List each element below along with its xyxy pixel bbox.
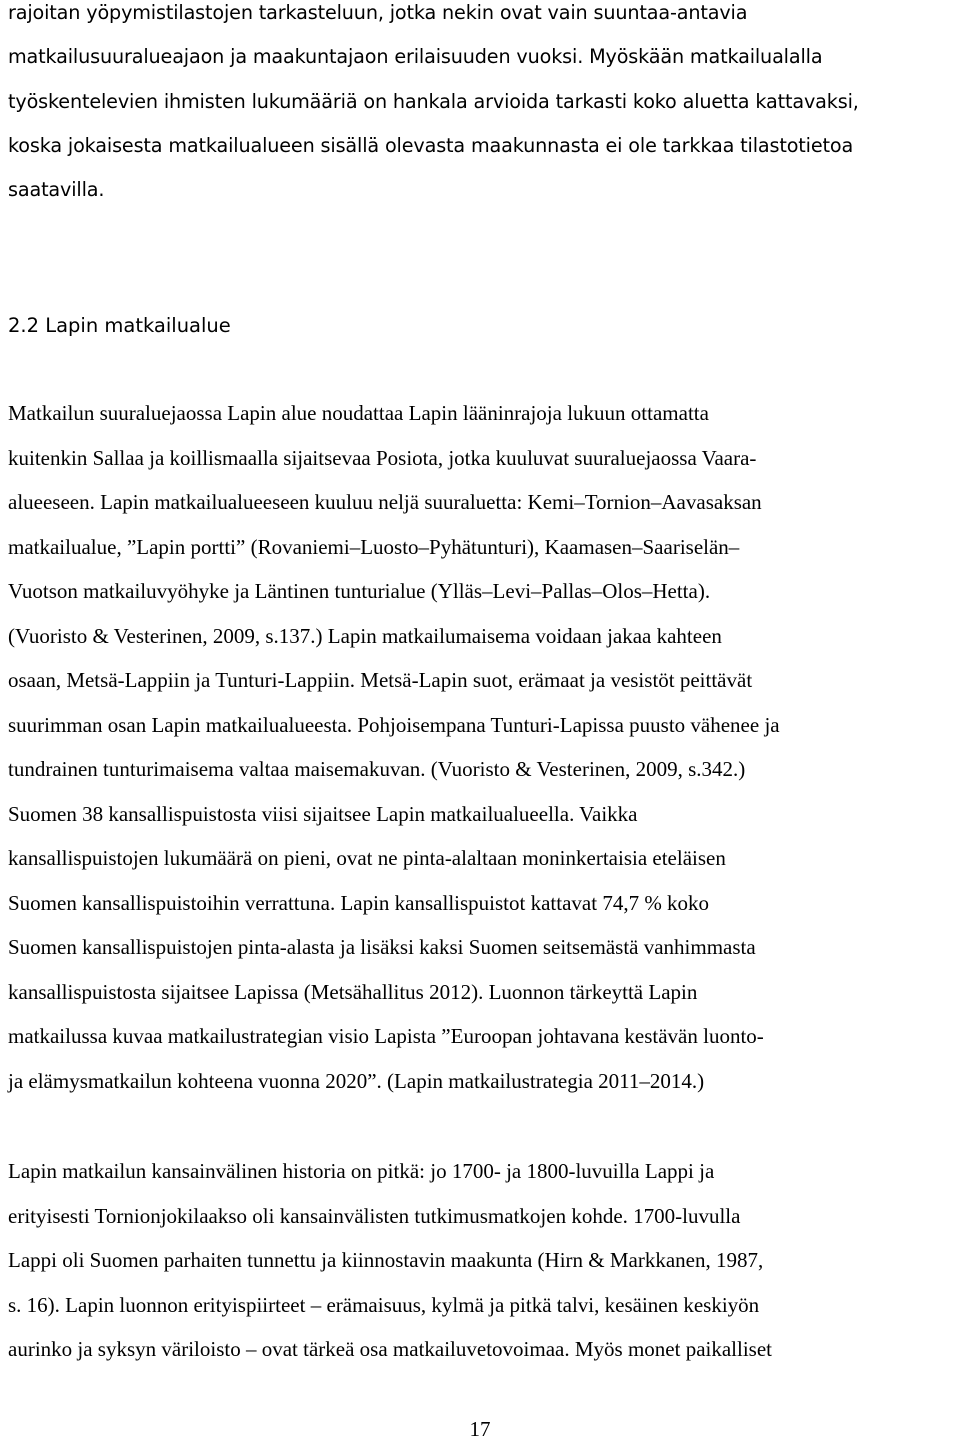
paragraph1-line-10: Suomen 38 kansallispuistosta viisi sijaitsee Lapin matkailualueella. Vaikka <box>8 802 638 826</box>
paragraph2-line-2: erityisesti Tornionjokilaakso oli kansainvälisten tutkimusmatkojen kohde. 1700-luvulla <box>8 1204 741 1228</box>
continuation-line-1: rajoitan yöpymistilastojen tarkasteluun, jotka nekin ovat vain suuntaa-antavia <box>8 1 748 24</box>
paragraph2-line-1: Lapin matkailun kansainvälinen historia on pitkä: jo 1700- ja 1800-luvuilla Lappi ja <box>8 1159 715 1183</box>
paragraph1-line-9: tundrainen tunturimaisema valtaa maisemakuvan. (Vuoristo & Vesterinen, 2009, s.342.) <box>8 757 746 781</box>
paragraph1-line-16: ja elämysmatkailun kohteena vuonna 2020”. (Lapin matkailustrategia 2011–2014.) <box>8 1069 705 1093</box>
continuation-line-4: koska jokaisesta matkailualueen sisällä olevasta maakunnasta ei ole tarkkaa tilastotietoa <box>8 134 854 157</box>
paragraph1-line-12: Suomen kansallispuistoihin verrattuna. Lapin kansallispuistot kattavat 74,7 % koko <box>8 891 710 915</box>
paragraph1-line-11: kansallispuistojen lukumäärä on pieni, ovat ne pinta-alaltaan moninkertaisia eteläisen <box>8 846 726 870</box>
continuation-line-3: työskentelevien ihmisten lukumääriä on hankala arvioida tarkasti koko aluetta kattavaksi, <box>8 90 859 113</box>
section-heading: 2.2 Lapin matkailualue <box>8 314 231 337</box>
page-number: 17 <box>469 1417 491 1441</box>
paragraph1-line-13: Suomen kansallispuistojen pinta-alasta ja lisäksi kaksi Suomen seitsemästä vanhimmasta <box>8 935 756 959</box>
paragraph1-line-1: Matkailun suuraluejaossa Lapin alue noudattaa Lapin lääninrajoja lukuun ottamatta <box>8 401 709 425</box>
paragraph1-line-2: kuitenkin Sallaa ja koillismaalla sijaitsevaa Posiota, jotka kuuluvat suuraluejaossa Vaara- <box>8 446 757 470</box>
paragraph1-line-6: (Vuoristo & Vesterinen, 2009, s.137.) Lapin matkailumaisema voidaan jakaa kahteen <box>8 624 722 648</box>
paragraph1-line-15: matkailussa kuvaa matkailustrategian visio Lapista ”Euroopan johtavana kestävän luonto- <box>8 1024 764 1048</box>
paragraph1-line-5: Vuotson matkailuvyöhyke ja Läntinen tunturialue (Ylläs–Levi–Pallas–Olos–Hetta). <box>8 579 711 603</box>
paragraph1-line-8: suurimman osan Lapin matkailualueesta. Pohjoisempana Tunturi-Lapissa puusto vähenee ja <box>8 713 780 737</box>
paragraph2-line-3: Lappi oli Suomen parhaiten tunnettu ja kiinnostavin maakunta (Hirn & Markkanen, 1987, <box>8 1248 764 1272</box>
continuation-line-5: saatavilla. <box>8 178 105 201</box>
paragraph1-line-4: matkailualue, ”Lapin portti” (Rovaniemi–Luosto–Pyhätunturi), Kaamasen–Saariselän– <box>8 535 740 559</box>
paragraph2-line-5: aurinko ja syksyn väriloisto – ovat tärkeä osa matkailuvetovoimaa. Myös monet paikalliset <box>8 1337 772 1361</box>
paragraph1-line-3: alueeseen. Lapin matkailualueeseen kuuluu neljä suuraluetta: Kemi–Tornion–Aavasaksan <box>8 490 762 514</box>
paragraph2-line-4: s. 16). Lapin luonnon erityispiirteet – erämaisuus, kylmä ja pitkä talvi, kesäinen keskiyön <box>8 1293 760 1317</box>
continuation-line-2: matkailusuuralueajaon ja maakuntajaon erilaisuuden vuoksi. Myöskään matkailualalla <box>8 45 823 68</box>
paragraph1-line-7: osaan, Metsä-Lappiin ja Tunturi-Lappiin. Metsä-Lapin suot, erämaat ja vesistöt peittävät <box>8 668 753 692</box>
paragraph1-line-14: kansallispuistosta sijaitsee Lapissa (Metsähallitus 2012). Luonnon tärkeyttä Lapin <box>8 980 698 1004</box>
